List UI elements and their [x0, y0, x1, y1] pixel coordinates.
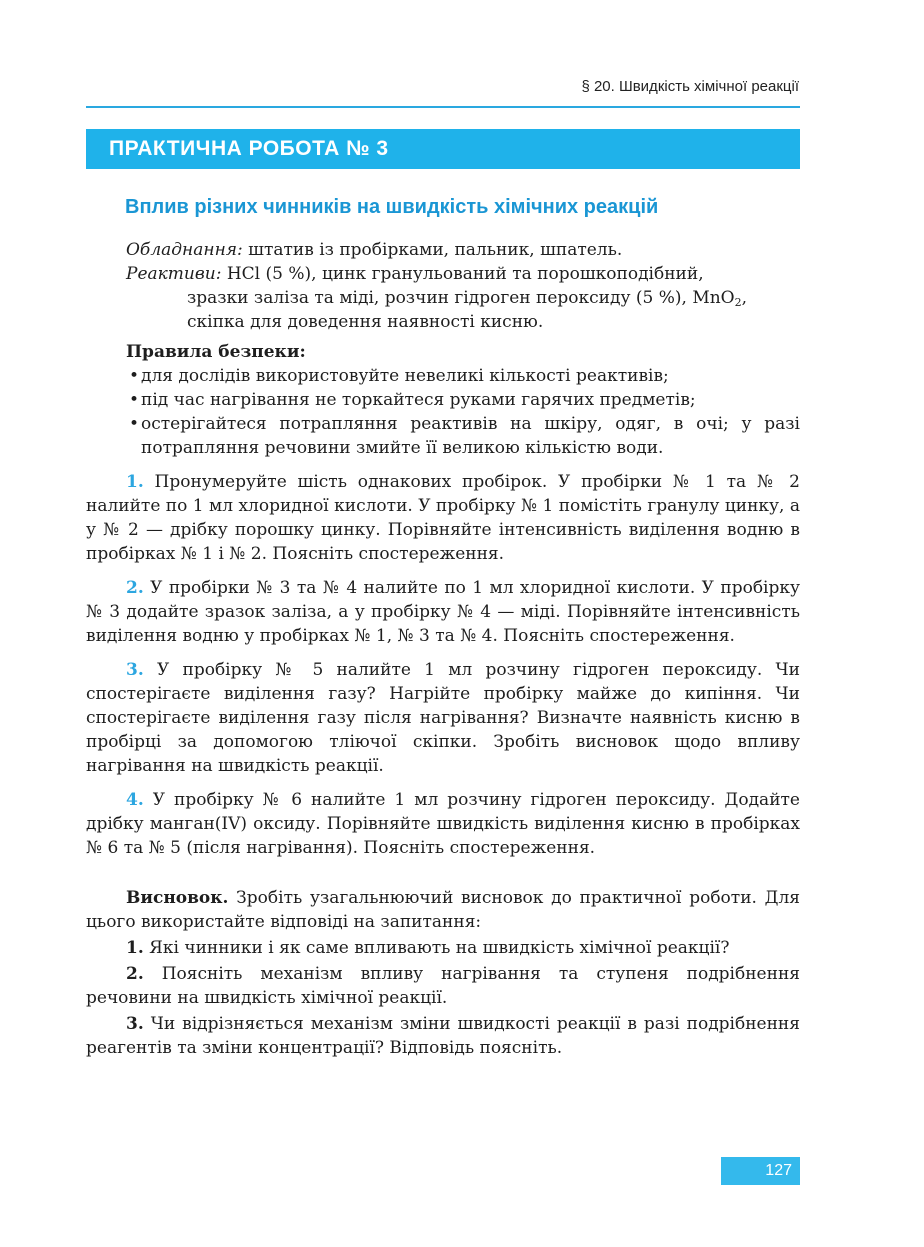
practical-work-title: ПРАКТИЧНА РОБОТА № 3	[86, 129, 800, 169]
question-text: Чи відрізняється механізм зміни швидкості реакції в разі подрібнення реагентів та зміни концентрації? Відповідь поясніть.	[86, 1014, 800, 1058]
conclusion-text: Зробіть узагальнюючий висновок до практичної роботи. Для цього використайте відповіді на запитання:	[86, 888, 800, 932]
safety-rule: • остерігайтеся потрапляння реактивів на шкіру, одяг, в очі; у разі потрапляння речовини змийте її великою кількістю води.	[126, 412, 800, 460]
reagents-text-2: зразки заліза та міді, розчин гідроген пероксиду (5 %), MnO	[187, 288, 735, 308]
question-2	[86, 962, 800, 1010]
header-rule	[86, 106, 800, 108]
equipment-label: Обладнання:	[126, 240, 243, 260]
step-4	[86, 788, 800, 860]
reagents-line-1	[86, 262, 800, 286]
equipment-text: штатив із пробірками, пальник, шпатель.	[242, 240, 623, 260]
question-number: 3.	[126, 1014, 144, 1034]
page-number: 127	[721, 1157, 800, 1185]
running-head: § 20. Швидкість хімічної реакції	[581, 78, 799, 95]
question-1	[86, 936, 800, 960]
question-number: 2.	[126, 964, 144, 984]
step-3	[86, 658, 800, 778]
question-3	[86, 1012, 800, 1060]
question-text: Поясніть механізм впливу нагрівання та ступеня подрібнення речовини на швидкість хімічної реакції.	[86, 964, 800, 1008]
conclusion-label: Висновок.	[126, 888, 229, 908]
step-text: У пробірку № 5 налийте 1 мл розчину гідроген пероксиду. Чи спостерігаєте виділення газу? Нагрійте пробірку майже до кипіння. Чи спостерігаєте виділення газу після нагрівання? Визначте наявність кисню в пробірці за допомогою тліючої скіпки. Зробіть висновок щодо впливу нагрівання на швидкість реакції.	[86, 660, 800, 776]
safety-rules-list	[86, 364, 800, 460]
step-number: 3.	[126, 660, 144, 680]
step-number: 1.	[126, 472, 144, 492]
page-content	[86, 238, 800, 1060]
reagents-text-1: HCl (5 %), цинк гранульований та порошкоподібний,	[221, 264, 704, 284]
reagents-line-2	[86, 286, 800, 310]
step-text: У пробірку № 6 налийте 1 мл розчину гідроген пероксиду. Додайте дрібку манган(IV) оксиду. Порівняйте швидкість виділення кисню в пробірках № 6 та № 5 (після нагрівання). Поясніть спостереження.	[86, 790, 800, 858]
step-text: Пронумеруйте шість однакових пробірок. У пробірки № 1 та № 2 налийте по 1 мл хлоридної кислоти. У пробірку № 1 помістіть гранулу цинку, а у № 2 — дрібку порошку цинку. Порівняйте інтенсивність виділення водню в пробірках № 1 і № 2. Поясніть спостереження.	[86, 472, 800, 564]
safety-rule: • для дослідів використовуйте невеликі кількості реактивів;	[126, 364, 800, 388]
equipment-line	[86, 238, 800, 262]
reagents-label: Реактиви:	[126, 264, 222, 284]
question-number: 1.	[126, 938, 144, 958]
work-subtitle: Вплив різних чинників на швидкість хімічних реакцій	[125, 196, 659, 218]
safety-rule: • під час нагрівання не торкайтеся руками гарячих предметів;	[126, 388, 800, 412]
reagents-line-3: скіпка для доведення наявності кисню.	[187, 312, 544, 332]
step-2	[86, 576, 800, 648]
conclusion	[86, 886, 800, 934]
question-text: Які чинники і як саме впливають на швидкість хімічної реакції?	[143, 938, 730, 958]
step-number: 2.	[126, 578, 144, 598]
step-text: У пробірки № 3 та № 4 налийте по 1 мл хлоридної кислоти. У пробірку № 3 додайте зразок заліза, а у пробірку № 4 — міді. Порівняйте інтенсивність виділення водню у пробірках № 1, № 3 та № 4. Поясніть спостереження.	[86, 578, 800, 646]
step-1	[86, 470, 800, 566]
mno2-subscript: 2	[734, 296, 742, 309]
reagents-text-2-end: ,	[741, 288, 748, 308]
step-number: 4.	[126, 790, 144, 810]
safety-title: Правила безпеки:	[126, 342, 306, 362]
